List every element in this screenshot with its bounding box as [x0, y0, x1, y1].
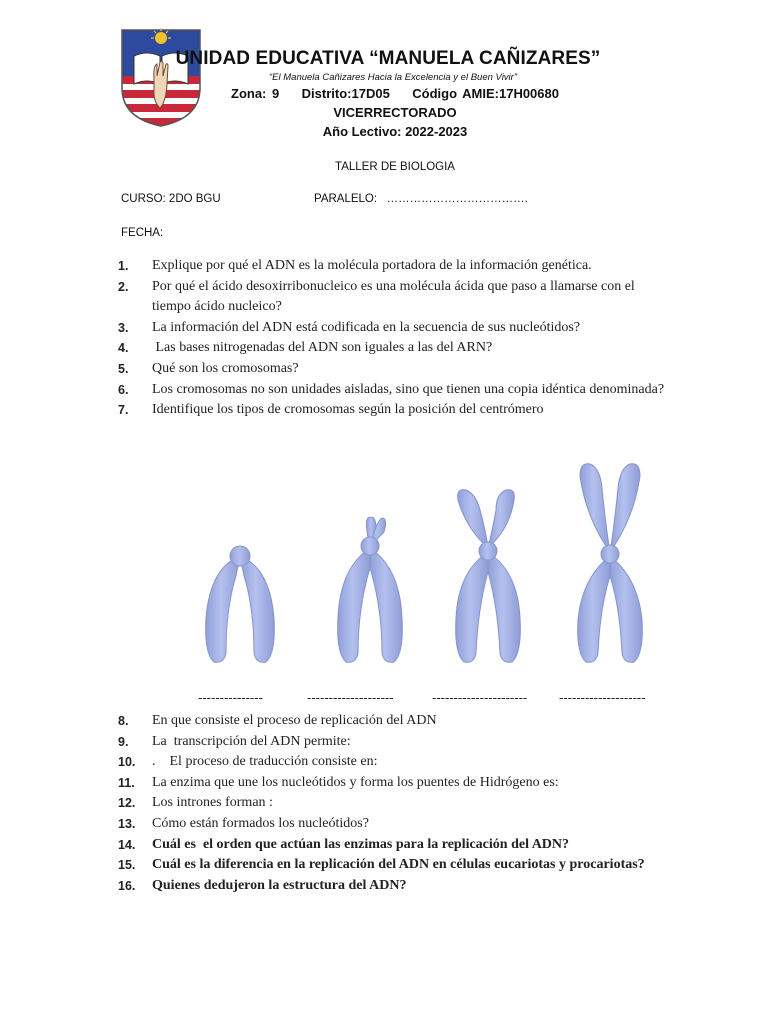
question-item [0, 752, 768, 773]
question-item [0, 359, 768, 380]
question-text: La enzima que une los nucleótidos y forma los puentes de Hidrógeno es: [152, 774, 559, 790]
question-number: 16. [118, 878, 136, 893]
question-text: Quienes dedujeron la estructura del ADN? [152, 877, 407, 893]
question-text: Las bases nitrogenadas del ADN son iguales a las del ARN? [152, 340, 493, 356]
chromosome-answer-blanks [0, 690, 768, 710]
question-text: . El proceso de traducción consiste en: [152, 754, 378, 770]
question-number: 3. [118, 320, 129, 335]
question-item [0, 732, 768, 753]
question-item [0, 318, 768, 339]
question-number: 2. [118, 279, 129, 294]
question-text: La transcripción del ADN permite: [152, 733, 351, 749]
question-number: 9. [118, 734, 129, 749]
question-item [0, 835, 768, 856]
question-item [0, 338, 768, 359]
question-item [0, 793, 768, 814]
answer-blank[interactable]: -------------------- [559, 690, 646, 705]
question-text: Explique por qué el ADN es la molécula portadora de la información genética. [152, 258, 592, 273]
question-number: 1. [118, 259, 129, 273]
question-item [0, 855, 768, 876]
question-item [0, 876, 768, 897]
answer-blank[interactable]: --------------- [198, 690, 263, 705]
school-name: UNIDAD EDUCATIVA “MANUELA CAÑIZARES” [175, 48, 601, 69]
question-text: Qué son los cromosomas? [152, 360, 299, 376]
question-number: 13. [118, 816, 136, 831]
question-item [0, 711, 768, 732]
question-item [0, 256, 768, 277]
acrocentric-chromosome [338, 517, 403, 662]
question-item [0, 380, 768, 401]
question-item [0, 773, 768, 794]
metacentric-chromosome [578, 464, 643, 663]
question-text: Cuál es el orden que actúan las enzimas para la replicación del ADN? [152, 836, 570, 852]
question-text: Cuál es la diferencia en la replicación del ADN en células eucariotas y procariotas? [152, 857, 645, 873]
question-item [0, 400, 768, 421]
question-number: 10. [118, 755, 136, 770]
question-text: La información del ADN está codificada en la secuencia de sus nucleótidos? [152, 319, 581, 335]
office-title: VICERRECTORADO [333, 105, 457, 120]
question-number: 6. [118, 382, 129, 397]
question-text: Los cromosomas no son unidades aisladas, sino que tienen una copia idéntica denominada? [152, 381, 665, 397]
question-number: 7. [118, 403, 129, 418]
parallel-field: PARALELO: ………………………………. [314, 193, 528, 205]
chromosome-types-illustration [190, 448, 670, 678]
question-text: Cómo están formados los nucleótidos? [152, 815, 369, 831]
course-label: CURSO: 2DO BGU [121, 193, 221, 205]
question-item [0, 814, 768, 835]
question-item [0, 277, 768, 318]
question-number: 12. [118, 796, 136, 811]
question-number: 15. [118, 858, 136, 873]
answer-blank[interactable]: -------------------- [307, 690, 394, 705]
answer-blank[interactable]: ---------------------- [432, 690, 528, 705]
workshop-title: TALLER DE BIOLOGIA [335, 161, 455, 173]
question-text: Por qué el ácido desoxirribonucleico es una molécula ácida que paso a llamarse con el tiempo ácido nucleico? [152, 278, 635, 315]
question-text: Los intrones forman : [152, 795, 273, 811]
questions-list-part-1 [0, 256, 768, 421]
question-text: En que consiste el proceso de replicación del ADN [152, 713, 437, 728]
question-number: 11. [118, 775, 135, 790]
date-field: FECHA: [121, 227, 164, 239]
question-number: 14. [118, 837, 136, 852]
question-number: 4. [118, 341, 129, 356]
telocentric-chromosome [206, 546, 275, 662]
questions-list-part-2 [0, 711, 768, 896]
school-motto: “El Manuela Cañizares Hacia la Excelencia y el Buen Vivir” [269, 72, 517, 83]
zone-district-code: Zona: 9 Distrito:17D05 Código AMIE:17H00680 [231, 86, 559, 101]
question-number: 5. [118, 361, 129, 376]
school-year: Año Lectivo: 2022-2023 [322, 124, 468, 139]
submetacentric-chromosome [456, 490, 521, 663]
question-number: 8. [118, 714, 129, 728]
question-text: Identifique los tipos de cromosomas según la posición del centrómero [152, 402, 544, 418]
